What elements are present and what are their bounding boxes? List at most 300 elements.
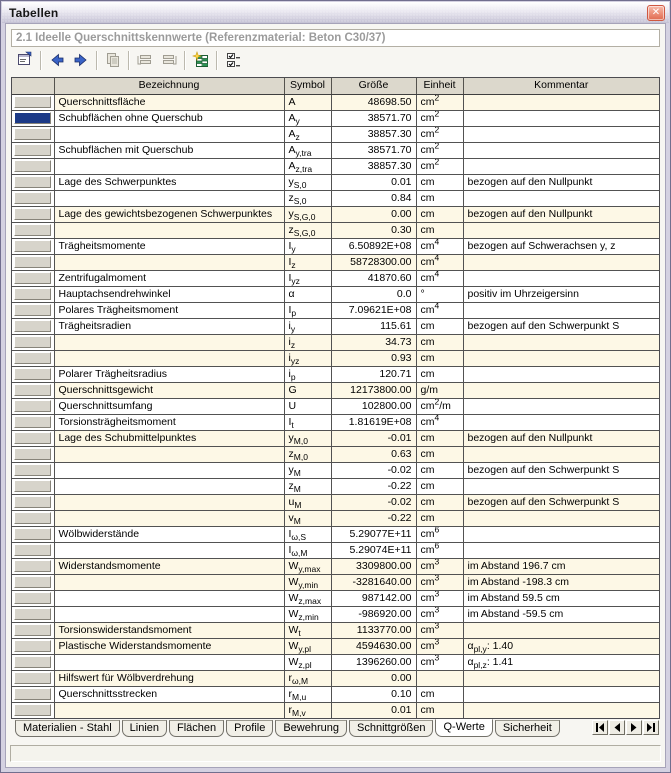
row-selector-button[interactable] (14, 336, 51, 348)
row-selector[interactable] (12, 126, 54, 142)
row-selector[interactable] (12, 590, 54, 606)
cell-einheit[interactable]: cm (416, 510, 463, 526)
row-selector-button[interactable] (14, 576, 51, 588)
cell-kommentar[interactable] (463, 398, 659, 414)
row-selector-button[interactable] (14, 192, 51, 204)
cell-symbol[interactable]: $z_{S,0}$ (284, 190, 331, 206)
cell-kommentar[interactable] (463, 686, 659, 702)
cell-symbol[interactable]: $i_{yz}$ (284, 350, 331, 366)
cell-bezeichnung[interactable] (54, 350, 284, 366)
cell-groesse[interactable]: 3309800.00 (331, 558, 416, 574)
close-button[interactable] (647, 5, 665, 21)
cell-einheit[interactable]: ° (416, 286, 463, 302)
row-selector[interactable] (12, 206, 54, 222)
cell-bezeichnung[interactable]: Polares Trägheitsmoment (54, 302, 284, 318)
row-selector[interactable] (12, 430, 54, 446)
cell-kommentar[interactable]: $\alpha_{pl,y}$: 1.40 (463, 638, 659, 654)
cell-einheit[interactable]: $cm^3$ (416, 606, 463, 622)
cell-bezeichnung[interactable] (54, 462, 284, 478)
cell-groesse[interactable]: -0.22 (331, 478, 416, 494)
cell-groesse[interactable]: 1396260.00 (331, 654, 416, 670)
cell-einheit[interactable]: $cm^3$ (416, 638, 463, 654)
cell-einheit[interactable]: cm (416, 494, 463, 510)
cell-kommentar[interactable] (463, 110, 659, 126)
table-row (12, 238, 659, 254)
row-selector[interactable] (12, 238, 54, 254)
cell-groesse[interactable]: 1133770.00 (331, 622, 416, 638)
cell-einheit[interactable]: cm (416, 350, 463, 366)
cell-symbol[interactable]: $v_M$ (284, 510, 331, 526)
cell-groesse[interactable]: 0.00 (331, 670, 416, 686)
cell-einheit[interactable]: $cm^6$ (416, 542, 463, 558)
cell-groesse[interactable]: 120.71 (331, 366, 416, 382)
row-selector-button[interactable] (14, 240, 51, 252)
cell-groesse[interactable]: 48698.50 (331, 94, 416, 110)
cell-kommentar[interactable] (463, 94, 659, 110)
row-selector[interactable] (12, 270, 54, 286)
cell-kommentar[interactable] (463, 670, 659, 686)
cell-einheit[interactable]: cm (416, 206, 463, 222)
cell-bezeichnung[interactable] (54, 254, 284, 270)
cell-symbol[interactable]: A (284, 94, 331, 110)
cell-symbol[interactable]: $W_t$ (284, 622, 331, 638)
cell-symbol[interactable]: $u_M$ (284, 494, 331, 510)
cell-kommentar[interactable] (463, 190, 659, 206)
cell-kommentar[interactable] (463, 302, 659, 318)
tab-q-werte[interactable]: Q-Werte (435, 719, 492, 737)
cell-bezeichnung[interactable] (54, 590, 284, 606)
cell-bezeichnung[interactable]: Lage des Schubmittelpunktes (54, 430, 284, 446)
cell-groesse[interactable]: -0.22 (331, 510, 416, 526)
previous-table-button[interactable] (45, 49, 69, 71)
cell-bezeichnung[interactable] (54, 222, 284, 238)
row-selector[interactable] (12, 174, 54, 190)
row-selector-button[interactable] (14, 592, 51, 604)
cell-groesse[interactable]: 0.10 (331, 686, 416, 702)
cell-groesse[interactable]: 0.0 (331, 286, 416, 302)
row-selector-button[interactable] (14, 368, 51, 380)
row-selector[interactable] (12, 222, 54, 238)
cell-groesse[interactable]: -986920.00 (331, 606, 416, 622)
cell-einheit[interactable]: cm (416, 366, 463, 382)
cell-kommentar[interactable]: $\alpha_{pl,z}$: 1.41 (463, 654, 659, 670)
row-selector-button[interactable] (14, 496, 51, 508)
cell-einheit[interactable]: cm (416, 334, 463, 350)
cell-symbol[interactable]: $y_{M,0}$ (284, 430, 331, 446)
row-selector[interactable] (12, 670, 54, 686)
cell-symbol[interactable]: $I_z$ (284, 254, 331, 270)
cell-bezeichnung[interactable]: Widerstandsmomente (54, 558, 284, 574)
cell-groesse[interactable]: 987142.00 (331, 590, 416, 606)
cell-groesse[interactable]: 58728300.00 (331, 254, 416, 270)
cell-kommentar[interactable] (463, 414, 659, 430)
cell-symbol[interactable]: $W_{z,max}$ (284, 590, 331, 606)
row-selector-button[interactable] (14, 176, 51, 188)
row-selector-button[interactable] (14, 96, 51, 108)
cell-kommentar[interactable] (463, 366, 659, 382)
cell-symbol[interactable]: $z_M$ (284, 478, 331, 494)
row-selector-button[interactable] (14, 544, 51, 556)
cell-bezeichnung[interactable]: Torsionswiderstandsmoment (54, 622, 284, 638)
row-selector-button[interactable] (14, 608, 51, 620)
row-selector-button[interactable] (14, 432, 51, 444)
cell-symbol[interactable]: $y_{S,0}$ (284, 174, 331, 190)
cell-bezeichnung[interactable]: Hilfswert für Wölbverdrehung (54, 670, 284, 686)
cell-kommentar[interactable]: bezogen auf den Nullpunkt (463, 430, 659, 446)
titlebar[interactable] (2, 2, 669, 23)
table-row (12, 414, 659, 430)
row-selector[interactable] (12, 382, 54, 398)
cell-einheit[interactable]: $cm^4$ (416, 238, 463, 254)
row-selector-button[interactable] (14, 400, 51, 412)
row-selector[interactable] (12, 446, 54, 462)
row-selector-button[interactable] (14, 448, 51, 460)
cell-kommentar[interactable] (463, 542, 659, 558)
import-rows-button[interactable] (133, 49, 157, 71)
cell-symbol[interactable]: G (284, 382, 331, 398)
cell-bezeichnung[interactable]: Trägheitsmomente (54, 238, 284, 254)
cell-einheit[interactable]: $cm^2$ (416, 94, 463, 110)
row-selector-button[interactable] (14, 688, 51, 700)
cell-kommentar[interactable]: im Abstand 59.5 cm (463, 590, 659, 606)
cell-bezeichnung[interactable] (54, 190, 284, 206)
cell-einheit[interactable]: $cm^3$ (416, 558, 463, 574)
row-selector-button[interactable] (14, 160, 51, 172)
cell-groesse[interactable]: 38571.70 (331, 142, 416, 158)
cell-groesse[interactable]: 41870.60 (331, 270, 416, 286)
tab-sicherheit[interactable]: Sicherheit (495, 720, 560, 737)
row-selector[interactable] (12, 286, 54, 302)
cell-symbol[interactable]: U (284, 398, 331, 414)
cell-symbol[interactable]: $z_{M,0}$ (284, 446, 331, 462)
cell-symbol[interactable]: $W_{z,pl}$ (284, 654, 331, 670)
cell-einheit[interactable]: $cm^3$ (416, 590, 463, 606)
cell-symbol[interactable]: $I_{yz}$ (284, 270, 331, 286)
cell-einheit[interactable]: cm (416, 462, 463, 478)
cell-symbol[interactable]: $i_p$ (284, 366, 331, 382)
cell-symbol[interactable]: $r_{M,v}$ (284, 702, 331, 718)
cell-einheit[interactable]: cm (416, 702, 463, 718)
cell-bezeichnung[interactable] (54, 574, 284, 590)
row-selector[interactable] (12, 558, 54, 574)
cell-groesse[interactable]: 0.93 (331, 350, 416, 366)
row-selector[interactable] (12, 702, 54, 718)
cell-einheit[interactable]: $cm^3$ (416, 574, 463, 590)
row-selector-button[interactable] (14, 640, 51, 652)
cell-bezeichnung[interactable]: Schubflächen mit Querschub (54, 142, 284, 158)
cell-symbol[interactable]: $r_{M,u}$ (284, 686, 331, 702)
export-rows-button[interactable] (157, 49, 181, 71)
cell-kommentar[interactable] (463, 446, 659, 462)
row-selector[interactable] (12, 542, 54, 558)
cell-symbol[interactable]: $I_{\omega,M}$ (284, 542, 331, 558)
cell-bezeichnung[interactable]: Trägheitsradien (54, 318, 284, 334)
cell-groesse[interactable]: 4594630.00 (331, 638, 416, 654)
cell-groesse[interactable]: 6.50892E+08 (331, 238, 416, 254)
cell-kommentar[interactable] (463, 222, 659, 238)
tab-bewehrung[interactable]: Bewehrung (275, 720, 347, 737)
cell-groesse[interactable]: 38857.30 (331, 126, 416, 142)
cell-symbol[interactable]: $W_{y,pl}$ (284, 638, 331, 654)
cell-bezeichnung[interactable] (54, 478, 284, 494)
cell-groesse[interactable]: 7.09621E+08 (331, 302, 416, 318)
row-selector[interactable] (12, 606, 54, 622)
cell-symbol[interactable]: $W_{z,min}$ (284, 606, 331, 622)
cell-einheit[interactable]: $cm^2$ (416, 142, 463, 158)
cell-symbol[interactable]: $I_{\omega,S}$ (284, 526, 331, 542)
cell-kommentar[interactable] (463, 382, 659, 398)
row-selector[interactable] (12, 654, 54, 670)
row-selector[interactable] (12, 638, 54, 654)
cell-symbol[interactable]: $A_y$ (284, 110, 331, 126)
row-selector[interactable] (12, 398, 54, 414)
cell-groesse[interactable]: 0.84 (331, 190, 416, 206)
row-selector-button[interactable] (14, 464, 51, 476)
row-selector[interactable] (12, 302, 54, 318)
cell-bezeichnung[interactable] (54, 606, 284, 622)
cell-bezeichnung[interactable]: Wölbwiderstände (54, 526, 284, 542)
cell-groesse[interactable]: 0.01 (331, 174, 416, 190)
row-selector[interactable] (12, 366, 54, 382)
row-selector-button[interactable] (14, 208, 51, 220)
cell-symbol[interactable]: $I_t$ (284, 414, 331, 430)
row-selector[interactable] (12, 462, 54, 478)
row-selector[interactable] (12, 94, 54, 110)
toolbar-separator (128, 51, 130, 70)
cell-einheit[interactable]: $cm^4$ (416, 254, 463, 270)
cell-kommentar[interactable] (463, 622, 659, 638)
cell-bezeichnung[interactable] (54, 494, 284, 510)
cell-symbol[interactable]: $y_{S,G,0}$ (284, 206, 331, 222)
cell-einheit[interactable]: $cm^4$ (416, 414, 463, 430)
cell-kommentar[interactable]: bezogen auf den Schwerpunkt S (463, 494, 659, 510)
cell-bezeichnung[interactable] (54, 542, 284, 558)
cell-kommentar[interactable] (463, 142, 659, 158)
row-selector[interactable] (12, 318, 54, 334)
cell-symbol[interactable]: $A_z$ (284, 126, 331, 142)
cell-einheit[interactable]: $cm^3$ (416, 622, 463, 638)
row-selector-button[interactable] (14, 352, 51, 364)
cell-einheit[interactable] (416, 670, 463, 686)
cell-bezeichnung[interactable]: Polarer Trägheitsradius (54, 366, 284, 382)
row-selector-button[interactable] (14, 256, 51, 268)
cell-einheit[interactable]: $cm^2$ (416, 158, 463, 174)
cell-symbol[interactable]: $i_y$ (284, 318, 331, 334)
cell-kommentar[interactable]: im Abstand -59.5 cm (463, 606, 659, 622)
cell-kommentar[interactable] (463, 158, 659, 174)
row-selector[interactable] (12, 254, 54, 270)
cell-bezeichnung[interactable]: Hauptachsendrehwinkel (54, 286, 284, 302)
cell-kommentar[interactable] (463, 510, 659, 526)
cell-groesse[interactable]: -3281640.00 (331, 574, 416, 590)
row-selector-button[interactable] (14, 304, 51, 316)
row-selector-button[interactable] (14, 416, 51, 428)
cell-einheit[interactable]: $cm^4$ (416, 302, 463, 318)
cell-einheit[interactable]: $cm^2$ (416, 110, 463, 126)
cell-bezeichnung[interactable]: Lage des gewichtsbezogenen Schwerpunktes (54, 206, 284, 222)
cell-einheit[interactable]: cm (416, 318, 463, 334)
cell-einheit[interactable]: cm (416, 446, 463, 462)
row-selector[interactable] (12, 110, 54, 126)
cell-einheit[interactable]: cm (416, 190, 463, 206)
row-selector[interactable] (12, 142, 54, 158)
cell-groesse[interactable]: 0.63 (331, 446, 416, 462)
cell-symbol[interactable]: $r_{\omega,M}$ (284, 670, 331, 686)
cell-groesse[interactable]: -0.02 (331, 494, 416, 510)
row-selector[interactable] (12, 414, 54, 430)
row-selector[interactable] (12, 190, 54, 206)
last-table-button[interactable] (643, 720, 659, 735)
next-table-button[interactable] (69, 49, 93, 71)
cell-bezeichnung[interactable]: Querschnittsgewicht (54, 382, 284, 398)
cell-bezeichnung[interactable] (54, 126, 284, 142)
cell-bezeichnung[interactable] (54, 158, 284, 174)
cell-einheit[interactable]: $cm^2/m$ (416, 398, 463, 414)
cell-groesse[interactable]: 5.29077E+11 (331, 526, 416, 542)
tab-schnittgrößen[interactable]: Schnittgrößen (349, 720, 433, 737)
row-selector-button[interactable] (14, 704, 51, 716)
cell-kommentar[interactable]: bezogen auf den Schwerpunkt S (463, 318, 659, 334)
row-selector-button[interactable] (14, 320, 51, 332)
row-selector-button[interactable] (14, 528, 51, 540)
row-selector[interactable] (12, 494, 54, 510)
cell-symbol[interactable]: $A_{z,tra}$ (284, 158, 331, 174)
cell-einheit[interactable]: cm (416, 686, 463, 702)
row-selector[interactable] (12, 510, 54, 526)
cell-kommentar[interactable] (463, 270, 659, 286)
tab-linien[interactable]: Linien (122, 720, 167, 737)
cell-einheit[interactable]: cm (416, 174, 463, 190)
cell-einheit[interactable]: $cm^4$ (416, 270, 463, 286)
row-selector[interactable] (12, 686, 54, 702)
cell-groesse[interactable]: 0.30 (331, 222, 416, 238)
last-table-icon (646, 723, 656, 732)
cell-groesse[interactable]: 38857.30 (331, 158, 416, 174)
cell-kommentar[interactable] (463, 702, 659, 718)
cell-bezeichnung[interactable]: Zentrifugalmoment (54, 270, 284, 286)
row-selector[interactable] (12, 158, 54, 174)
cell-kommentar[interactable]: bezogen auf den Schwerpunkt S (463, 462, 659, 478)
cell-bezeichnung[interactable]: Schubflächen ohne Querschub (54, 110, 284, 126)
cell-groesse[interactable]: 0.01 (331, 702, 416, 718)
cell-einheit[interactable]: cm (416, 478, 463, 494)
cell-bezeichnung[interactable]: Querschnittsumfang (54, 398, 284, 414)
row-selector[interactable] (12, 526, 54, 542)
row-selector[interactable] (12, 622, 54, 638)
first-table-button[interactable] (592, 720, 608, 735)
cell-bezeichnung[interactable] (54, 702, 284, 718)
cell-symbol[interactable]: $I_p$ (284, 302, 331, 318)
cell-groesse[interactable]: 34.73 (331, 334, 416, 350)
row-selector-button[interactable] (14, 128, 51, 140)
cell-groesse[interactable]: -0.02 (331, 462, 416, 478)
cell-kommentar[interactable]: bezogen auf Schwerachsen y, z (463, 238, 659, 254)
previous-table-page-button[interactable] (609, 720, 625, 735)
row-selector-button[interactable] (14, 288, 51, 300)
row-selector-button[interactable] (14, 672, 51, 684)
cell-bezeichnung[interactable]: Querschnittsfläche (54, 94, 284, 110)
cell-einheit[interactable]: $cm^2$ (416, 126, 463, 142)
cell-einheit[interactable]: $cm^3$ (416, 654, 463, 670)
cell-bezeichnung[interactable] (54, 334, 284, 350)
status-bar (10, 745, 661, 762)
cell-bezeichnung[interactable]: Lage des Schwerpunktes (54, 174, 284, 190)
cell-symbol[interactable]: $i_z$ (284, 334, 331, 350)
cell-groesse[interactable]: 12173800.00 (331, 382, 416, 398)
cell-kommentar[interactable]: bezogen auf den Nullpunkt (463, 174, 659, 190)
row-selector[interactable] (12, 574, 54, 590)
cell-kommentar[interactable] (463, 254, 659, 270)
cell-bezeichnung[interactable]: Torsionsträgheitsmoment (54, 414, 284, 430)
cell-kommentar[interactable] (463, 478, 659, 494)
cell-bezeichnung[interactable] (54, 510, 284, 526)
cell-groesse[interactable]: 38571.70 (331, 110, 416, 126)
cell-kommentar[interactable] (463, 334, 659, 350)
column-filter-button[interactable] (221, 49, 245, 71)
cell-groesse[interactable]: 115.61 (331, 318, 416, 334)
cell-symbol[interactable]: $W_{y,min}$ (284, 574, 331, 590)
cell-groesse[interactable]: -0.01 (331, 430, 416, 446)
row-selector-button-selected[interactable] (14, 112, 51, 124)
row-selector-button[interactable] (14, 480, 51, 492)
row-selector[interactable] (12, 334, 54, 350)
excel-export-button[interactable] (189, 49, 213, 71)
cell-kommentar[interactable]: im Abstand -198.3 cm (463, 574, 659, 590)
tab-materialien-stahl[interactable]: Materialien - Stahl (15, 720, 120, 737)
row-selector-button[interactable] (14, 560, 51, 572)
cell-groesse[interactable]: 5.29074E+11 (331, 542, 416, 558)
cell-einheit[interactable]: g/m (416, 382, 463, 398)
cell-symbol[interactable]: α (284, 286, 331, 302)
row-selector-button[interactable] (14, 656, 51, 668)
cell-kommentar[interactable]: bezogen auf den Nullpunkt (463, 206, 659, 222)
copy-button[interactable] (101, 49, 125, 71)
cell-einheit[interactable]: cm (416, 222, 463, 238)
cell-groesse[interactable]: 0.00 (331, 206, 416, 222)
row-selector[interactable] (12, 350, 54, 366)
cell-kommentar[interactable] (463, 526, 659, 542)
row-selector-button[interactable] (14, 224, 51, 236)
cell-groesse[interactable]: 102800.00 (331, 398, 416, 414)
cell-bezeichnung[interactable] (54, 446, 284, 462)
tab-profile[interactable]: Profile (226, 720, 273, 737)
cell-bezeichnung[interactable]: Plastische Widerstandsmomente (54, 638, 284, 654)
next-table-page-button[interactable] (626, 720, 642, 735)
cell-groesse[interactable]: 1.81619E+08 (331, 414, 416, 430)
properties-button[interactable] (13, 49, 37, 71)
row-selector-button[interactable] (14, 144, 51, 156)
cell-kommentar[interactable] (463, 126, 659, 142)
row-selector-button[interactable] (14, 272, 51, 284)
cell-kommentar[interactable]: positiv im Uhrzeigersinn (463, 286, 659, 302)
cell-kommentar[interactable]: im Abstand 196.7 cm (463, 558, 659, 574)
cell-einheit[interactable]: $cm^6$ (416, 526, 463, 542)
row-selector-button[interactable] (14, 624, 51, 636)
cell-symbol[interactable]: $A_{y,tra}$ (284, 142, 331, 158)
cell-symbol[interactable]: $y_M$ (284, 462, 331, 478)
row-selector-button[interactable] (14, 512, 51, 524)
cell-bezeichnung[interactable] (54, 654, 284, 670)
cell-symbol[interactable]: $I_y$ (284, 238, 331, 254)
cell-kommentar[interactable] (463, 350, 659, 366)
cell-symbol[interactable]: $z_{S,G,0}$ (284, 222, 331, 238)
cell-bezeichnung[interactable]: Querschnittsstrecken (54, 686, 284, 702)
cell-einheit[interactable]: cm (416, 430, 463, 446)
row-selector-button[interactable] (14, 384, 51, 396)
row-selector[interactable] (12, 478, 54, 494)
cell-symbol[interactable]: $W_{y,max}$ (284, 558, 331, 574)
tab-flächen[interactable]: Flächen (169, 720, 224, 737)
